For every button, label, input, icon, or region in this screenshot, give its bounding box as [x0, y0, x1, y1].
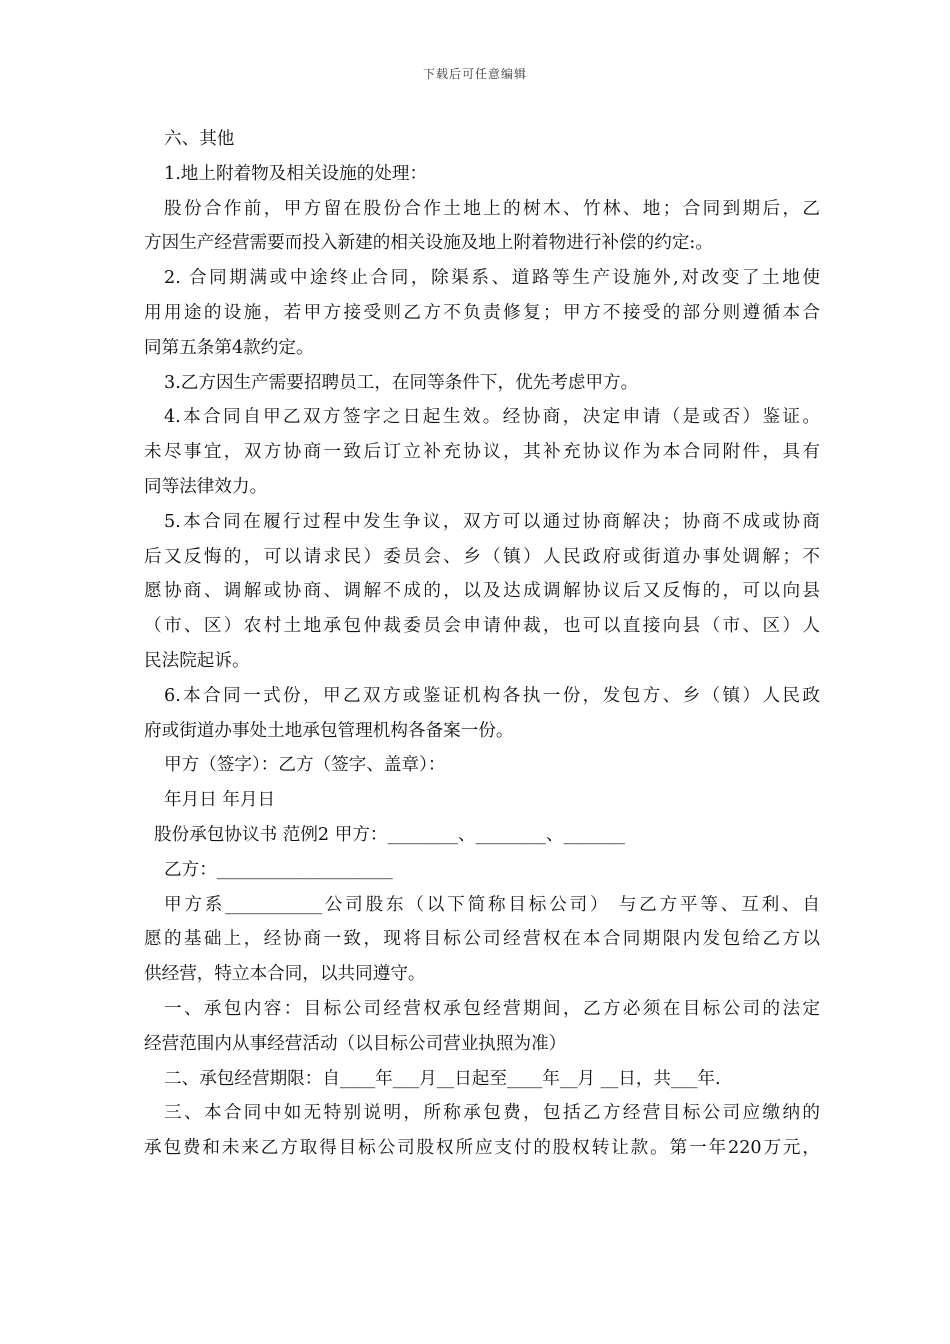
paragraph-line: 承包费和未来乙方取得目标公司股权所应支付的股权转让款。第一年220万元，	[144, 1138, 820, 1159]
paragraph-line: 三、本合同中如无特别说明，所称承包费，包括乙方经营目标公司应缴纳的	[164, 1103, 820, 1124]
paragraph-line: 愿协商、调解或协商、调解不成的，以及达成调解协议后又反悔的，可以向县	[144, 581, 820, 602]
paragraph-line: 5.本合同在履行过程中发生争议，双方可以通过协商解决；协商不成或协商	[164, 511, 820, 532]
paragraph-line: 6.本合同一式份，甲乙双方或鉴证机构各执一份，发包方、乡（镇）人民政	[164, 685, 820, 706]
paragraph-line: 甲方系___________公司股东（以下简称目标公司） 与乙方平等、互利、自	[164, 894, 820, 915]
date-line: 年月日 年月日	[164, 790, 276, 811]
paragraph-line: 府或街道办事处土地承包管理机构各备案一份。	[144, 720, 514, 741]
paragraph-line: 股份合作前，甲方留在股份合作土地上的树木、竹林、地；合同到期后，乙	[164, 198, 820, 219]
paragraph-line: 用用途的设施，若甲方接受则乙方不负责修复；甲方不接受的部分则遵循本合	[144, 302, 820, 323]
paragraph-line: 一、承包内容：目标公司经营权承包经营期间，乙方必须在目标公司的法定	[164, 998, 820, 1019]
signature-line: 甲方（签字）：乙方（签字、盖章）：	[164, 755, 446, 776]
paragraph-line: 后又反悔的，可以请求民）委员会、乡（镇）人民政府或街道办事处调解；不	[144, 546, 820, 567]
paragraph-line: 同等法律效力。	[144, 476, 268, 497]
section-heading-other: 六、其他	[164, 129, 235, 149]
paragraph-line: 经营范围内从事经营活动（以目标公司营业执照为准）	[144, 1033, 567, 1054]
paragraph-line: 3.乙方因生产需要招聘员工，在同等条件下，优先考虑甲方。	[164, 372, 639, 393]
paragraph-line: 未尽事宜，双方协商一致后订立补充协议，其补充协议作为本合同附件，具有	[144, 442, 820, 463]
party-b-line: 乙方：____________________	[164, 859, 393, 880]
page-header: 下载后可任意编辑	[422, 67, 527, 81]
paragraph-line: 2. 合同期满或中途终止合同，除渠系、道路等生产设施外,对改变了土地使	[164, 268, 820, 289]
example-title-line: 股份承包协议书 范例2 甲方：________、________、_______	[154, 824, 626, 845]
paragraph-line: 民法院起诉。	[144, 650, 250, 671]
paragraph-line: （市、区）农村土地承包仲裁委员会申请仲裁，也可以直接向县（市、区）人	[144, 616, 820, 637]
paragraph-line: 二、承包经营期限：自____年___月__日起至____年__月 __日，共___年.	[164, 1068, 721, 1089]
paragraph-line: 愿的基础上，经协商一致，现将目标公司经营权在本合同期限内发包给乙方以	[144, 929, 820, 950]
paragraph-line: 方因生产经营需要而投入新建的相关设施及地上附着物进行补偿的约定:。	[144, 233, 713, 254]
clause-1-title: 1.地上附着物及相关设施的处理：	[164, 163, 428, 184]
document-body	[144, 122, 820, 1166]
paragraph-line: 供经营，特立本合同，以共同遵守。	[144, 964, 426, 985]
paragraph-line: 同第五条第4款约定。	[144, 337, 314, 358]
paragraph-line: 4.本合同自甲乙双方签字之日起生效。经协商，决定申请（是或否）鉴证。	[164, 407, 820, 428]
